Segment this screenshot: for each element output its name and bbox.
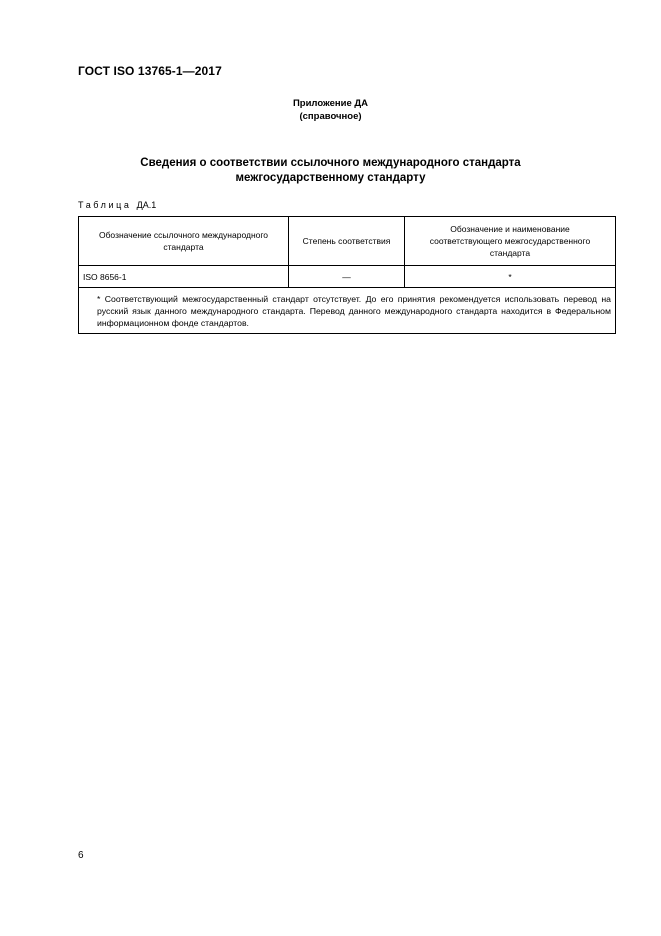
annex-heading <box>0 97 661 123</box>
annex-type: (справочное) <box>299 111 362 122</box>
table-row <box>79 266 616 288</box>
table-footnote: * Соответствующий межгосударственный стандарт отсутствует. До его принятия рекомендуется использовать перевод на русский язык данного международного стандарта. Перевод данного международного стандарта находится в Федеральном информационном фонде стандартов. <box>97 294 611 328</box>
annex-title: Приложение ДА <box>292 98 369 109</box>
document-code: ГОСТ ISO 13765-1—2017 <box>78 64 222 78</box>
table-header-row <box>79 217 616 266</box>
correspondence-table <box>78 216 616 334</box>
table-label <box>78 200 156 210</box>
cell-conformity-degree: — <box>289 266 405 288</box>
column-header-interstate-standard: Обозначение и наименование соответствующего межгосударственного стандарта <box>405 217 616 266</box>
cell-reference-standard: ISO 8656-1 <box>79 266 289 288</box>
cell-interstate-standard: * <box>405 266 616 288</box>
table-label-prefix: Таблица <box>78 200 132 210</box>
table-footnote-cell <box>79 288 616 334</box>
table-label-number: ДА.1 <box>136 200 157 210</box>
page-number: 6 <box>78 850 84 861</box>
section-title-line-1: Сведения о соответствии ссылочного международного стандарта <box>140 157 521 169</box>
section-title <box>0 156 661 186</box>
column-header-conformity-degree: Степень соответствия <box>289 217 405 266</box>
table-footnote-row <box>79 288 616 334</box>
column-header-reference-standard: Обозначение ссылочного международного стандарта <box>79 217 289 266</box>
section-title-line-2: межгосударственному стандарту <box>235 172 426 184</box>
